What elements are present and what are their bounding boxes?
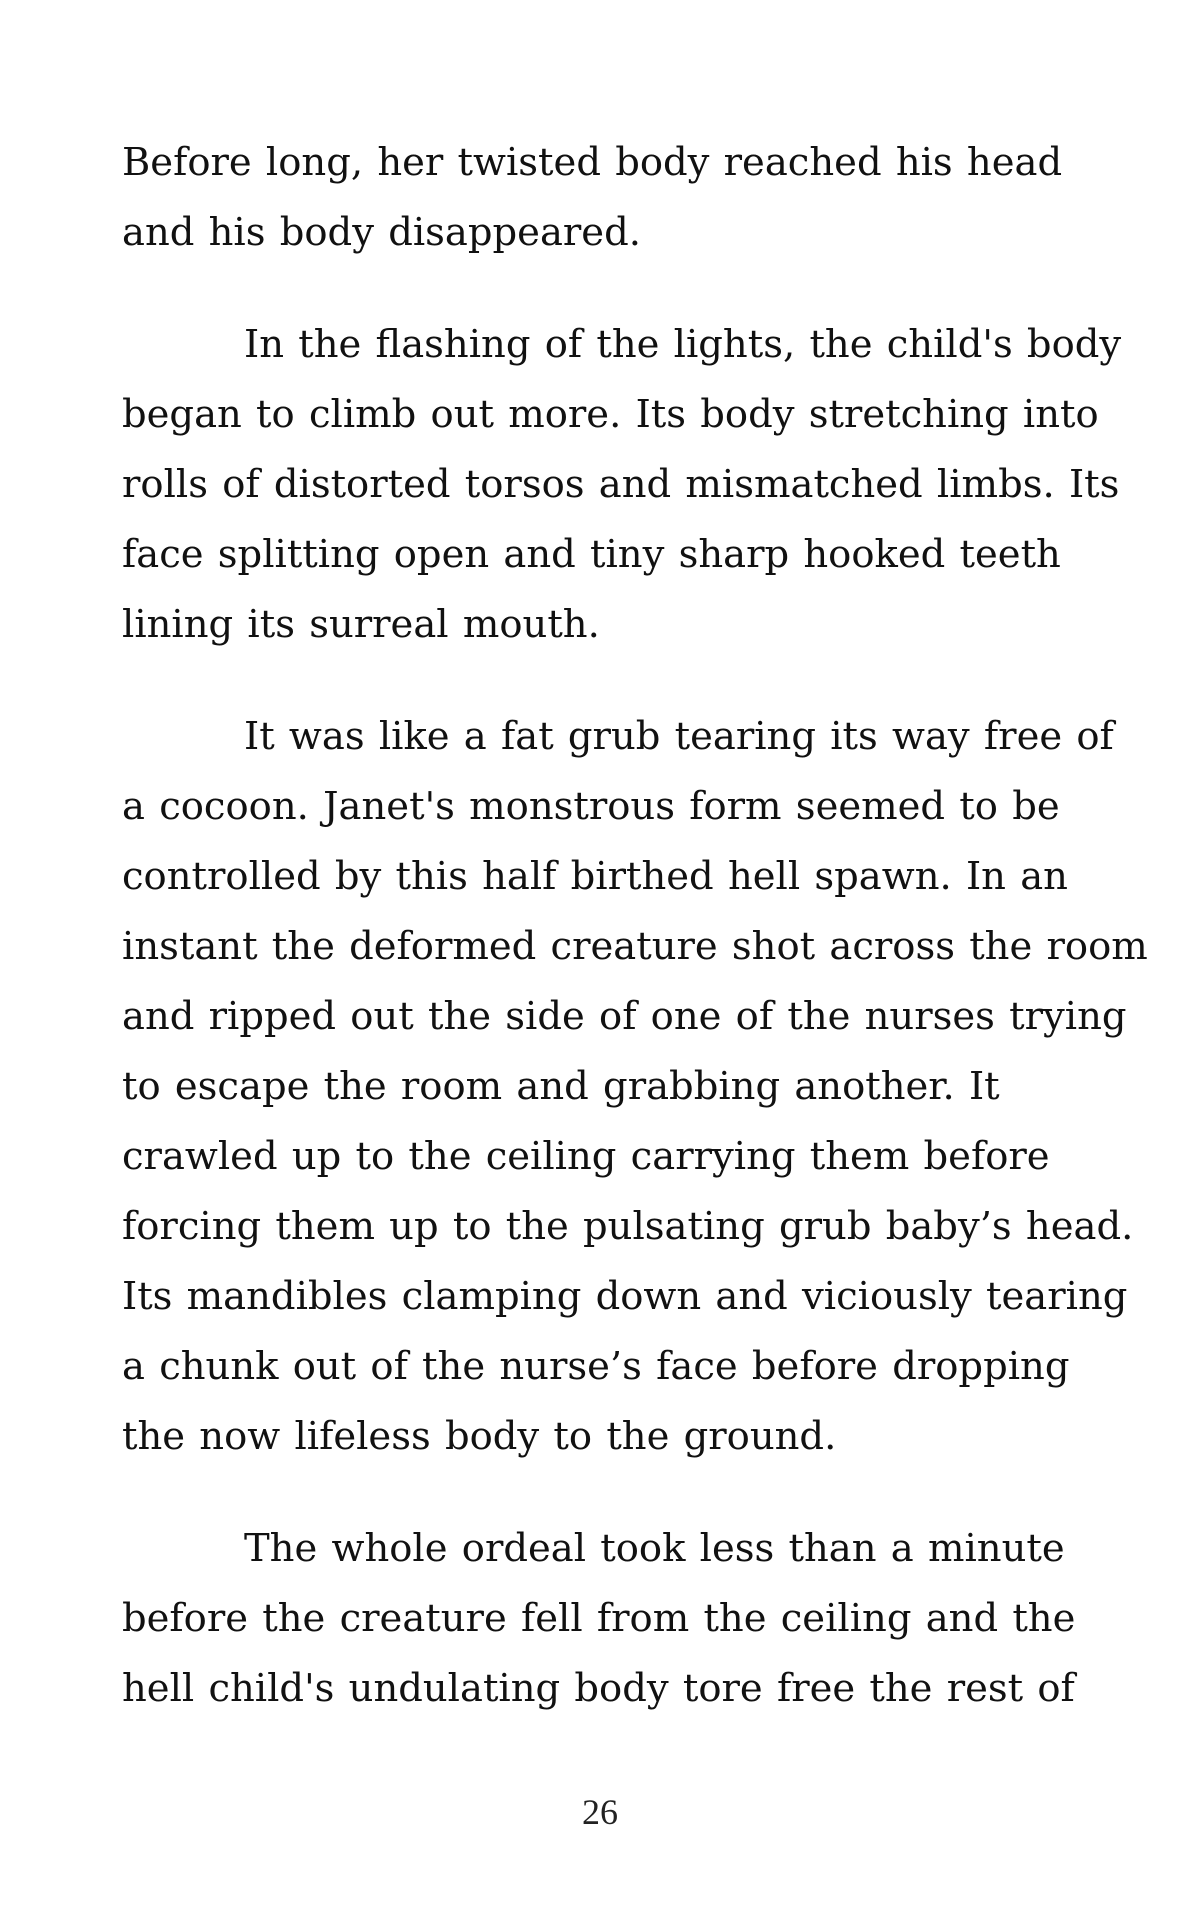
text-line: and ripped out the side of one of the nurses trying — [122, 994, 1127, 1039]
text-line: forcing them up to the pulsating grub baby’s head. — [122, 1204, 1134, 1249]
text-line: began to climb out more. Its body stretching into — [122, 392, 1099, 437]
paragraph-1 — [122, 128, 1122, 268]
text-line: to escape the room and grabbing another. It — [122, 1064, 1000, 1109]
text-line: controlled by this half birthed hell spawn. In an — [122, 854, 1068, 899]
text-line: the now lifeless body to the ground. — [122, 1414, 837, 1459]
text-line: The whole ordeal took less than a minute — [244, 1526, 1065, 1571]
paragraph-2 — [122, 310, 1122, 660]
text-line: lining its surreal mouth. — [122, 602, 600, 647]
page-number: 26 — [582, 1792, 618, 1832]
text-line: instant the deformed creature shot across the room — [122, 924, 1148, 969]
paragraph-gap — [122, 660, 1122, 702]
paragraph-gap — [122, 1472, 1122, 1514]
paragraph-3 — [122, 702, 1148, 1472]
text-line: a chunk out of the nurse’s face before dropping — [122, 1344, 1070, 1389]
text-line: Before long, her twisted body reached his head — [122, 140, 1063, 185]
text-line: hell child's undulating body tore free the rest of — [122, 1666, 1075, 1711]
text-line: before the creature fell from the ceiling and the — [122, 1596, 1076, 1641]
text-line: rolls of distorted torsos and mismatched limbs. Its — [122, 462, 1120, 507]
text-line: Its mandibles clamping down and viciously tearing — [122, 1274, 1128, 1319]
text-line: In the flashing of the lights, the child's body — [244, 322, 1122, 367]
text-line: and his body disappeared. — [122, 210, 641, 255]
paragraph-gap — [122, 268, 1122, 310]
paragraph-4 — [122, 1514, 1122, 1724]
body-text — [122, 128, 1148, 1724]
text-line: It was like a fat grub tearing its way free of — [244, 714, 1114, 759]
text-line: a cocoon. Janet's monstrous form seemed to be — [122, 784, 1060, 829]
text-line: face splitting open and tiny sharp hooked teeth — [122, 532, 1061, 577]
text-line: crawled up to the ceiling carrying them before — [122, 1134, 1050, 1179]
